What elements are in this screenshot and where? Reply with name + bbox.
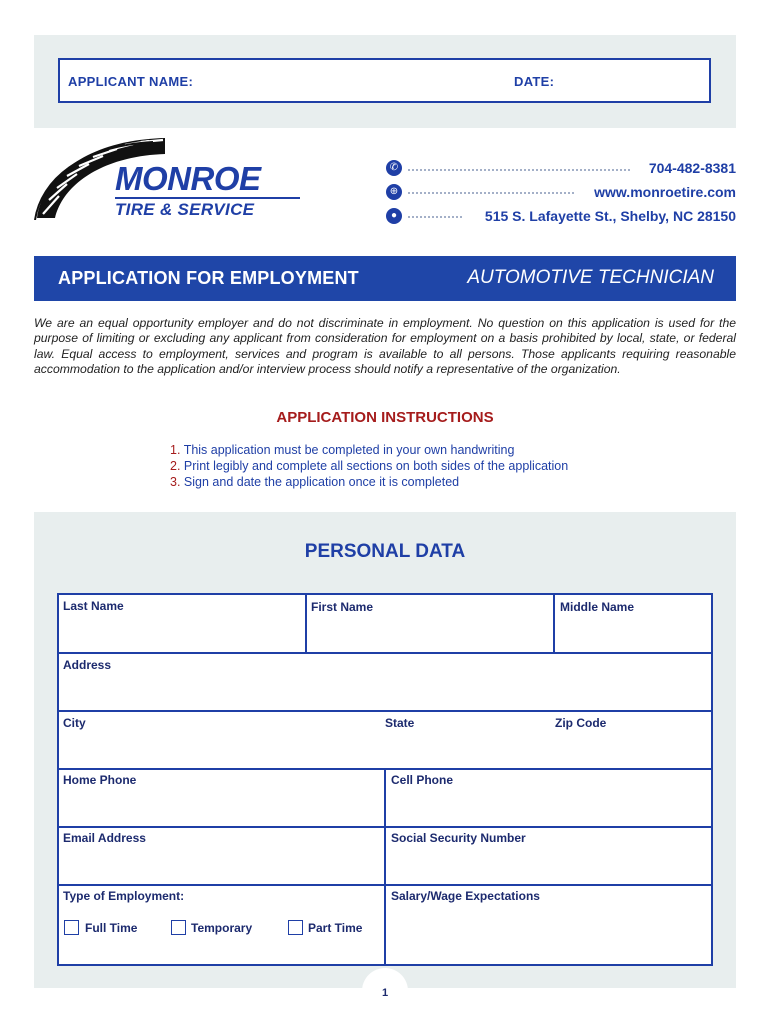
employment-type-label: Type of Employment: bbox=[63, 889, 185, 903]
personal-data-title: PERSONAL DATA bbox=[304, 541, 466, 562]
cell-phone-field[interactable]: Cell Phone bbox=[391, 773, 454, 787]
brand-name: MONROE bbox=[115, 160, 261, 197]
address-field[interactable]: Address bbox=[63, 658, 112, 672]
brand-tagline: TIRE & SERVICE bbox=[115, 200, 255, 219]
col-divider bbox=[384, 768, 386, 964]
instruction-item: 2. Print legibly and complete all sections on both sides of the application bbox=[170, 459, 569, 473]
col-divider bbox=[553, 595, 555, 652]
home-phone-field[interactable]: Home Phone bbox=[63, 773, 137, 787]
instruction-item: 3. Sign and date the application once it is completed bbox=[170, 475, 460, 489]
last-name-field[interactable]: Last Name bbox=[63, 599, 124, 613]
part-time-checkbox[interactable] bbox=[288, 920, 303, 935]
zip-code-field[interactable]: Zip Code bbox=[555, 716, 607, 730]
row-divider bbox=[57, 710, 713, 712]
part-time-label: Part Time bbox=[308, 921, 363, 935]
instruction-item: 1. This application must be completed in your own handwriting bbox=[170, 443, 515, 457]
middle-name-field[interactable]: Middle Name bbox=[560, 600, 635, 614]
contact-phone: 704-482-8381 bbox=[648, 160, 736, 176]
contact-address: 515 S. Lafayette St., Shelby, NC 28150 bbox=[484, 208, 736, 224]
page-number: 1 bbox=[381, 987, 389, 999]
brand-divider bbox=[115, 197, 300, 199]
leader-dots bbox=[408, 169, 630, 171]
full-time-label: Full Time bbox=[85, 921, 138, 935]
salary-expectations-field[interactable]: Salary/Wage Expectations bbox=[391, 889, 540, 903]
globe-icon: ⊕ bbox=[386, 184, 402, 200]
instructions-title: APPLICATION INSTRUCTIONS bbox=[276, 409, 494, 426]
full-time-checkbox[interactable] bbox=[64, 920, 79, 935]
col-divider bbox=[305, 595, 307, 652]
city-field[interactable]: City bbox=[63, 716, 86, 730]
position-title: AUTOMOTIVE TECHNICIAN bbox=[467, 267, 714, 288]
page-title: APPLICATION FOR EMPLOYMENT bbox=[58, 268, 359, 288]
temporary-checkbox[interactable] bbox=[171, 920, 186, 935]
first-name-field[interactable]: First Name bbox=[311, 600, 374, 614]
leader-dots bbox=[408, 216, 462, 218]
contact-website: www.monroetire.com bbox=[594, 184, 736, 200]
leader-dots bbox=[408, 192, 574, 194]
state-field[interactable]: State bbox=[385, 716, 415, 730]
date-label: DATE: bbox=[514, 74, 555, 89]
email-field[interactable]: Email Address bbox=[63, 831, 146, 845]
eeo-statement: We are an equal opportunity employer and do not discriminate in employment. No question on this application is used for the purpose of limiting or excluding any applicant from consideration for employment on a basis prohibited by local, state, or federal law. Equal access to employment, services and program is available to all persons. Those applicants requiring reasonable accommodation to the application and/or interview process should notify a representative of the organization. bbox=[34, 316, 736, 377]
applicant-name-label: APPLICANT NAME: bbox=[68, 74, 194, 89]
row-divider bbox=[57, 652, 713, 654]
phone-icon: ✆ bbox=[386, 160, 402, 176]
ssn-field[interactable]: Social Security Number bbox=[391, 831, 526, 845]
temporary-label: Temporary bbox=[191, 921, 253, 935]
location-pin-icon: ● bbox=[386, 208, 402, 224]
